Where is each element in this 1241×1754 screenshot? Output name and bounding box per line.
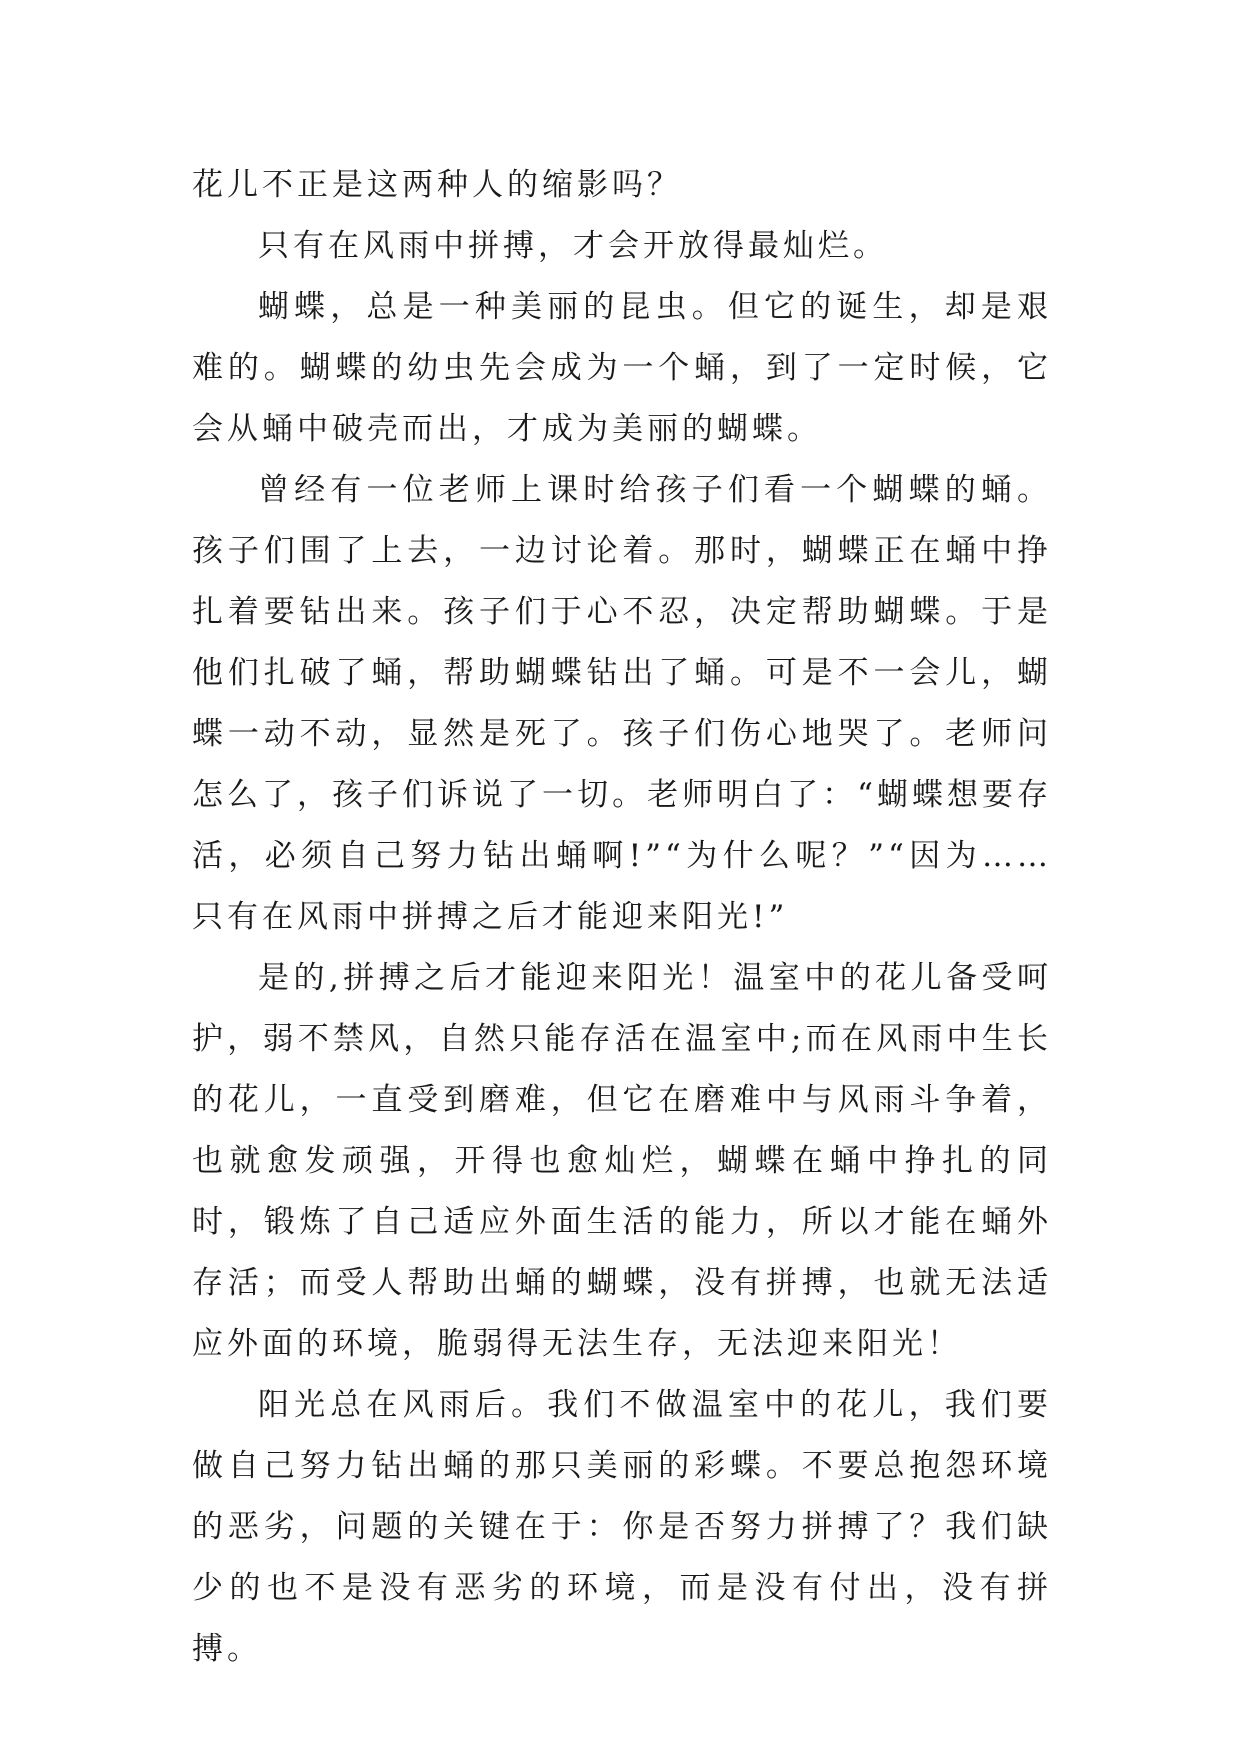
paragraph-4: 曾经有一位老师上课时给孩子们看一个蝴蝶的蛹。孩子们围了上去，一边讨论着。那时，蝴蝶正在蛹中挣扎着要钻出来。孩子们于心不忍，决定帮助蝴蝶。于是他们扎破了蛹，帮助蝴蝶钻出了蛹。可是不一会儿，蝴蝶一动不动，显然是死了。孩子们伤心地哭了。老师问怎么了，孩子们诉说了一切。老师明白了：“蝴蝶想要存活，必须自己努力钻出蛹啊!”“为什么呢？”“因为……只有在风雨中拼搏之后才能迎来阳光!” — [192, 472, 1052, 935]
paragraph-6: 阳光总在风雨后。我们不做温室中的花儿，我们要做自己努力钻出蛹的那只美丽的彩蝶。不要总抱怨环境的恶劣，问题的关键在于：你是否努力拼搏了？我们缺少的也不是没有恶劣的环境，而是没有付出，没有拼搏。 — [192, 1387, 1052, 1667]
paragraph-3: 蝴蝶，总是一种美丽的昆虫。但它的诞生，却是艰难的。蝴蝶的幼虫先会成为一个蛹，到了一定时候，它会从蛹中破壳而出，才成为美丽的蝴蝶。 — [192, 289, 1052, 447]
paragraph-1: 花儿不正是这两种人的缩影吗？ — [192, 167, 682, 203]
document-body — [192, 155, 1052, 1680]
paragraph-5: 是的,拼搏之后才能迎来阳光！温室中的花儿备受呵护，弱不禁风，自然只能存活在温室中;而在风雨中生长的花儿，一直受到磨难，但它在磨难中与风雨斗争着，也就愈发顽强，开得也愈灿烂，蝴蝶在蛹中挣扎的同时，锻炼了自己适应外面生活的能力，所以才能在蛹外存活；而受人帮助出蛹的蝴蝶，没有拼搏，也就无法适应外面的环境，脆弱得无法生存，无法迎来阳光！ — [192, 960, 1052, 1362]
paragraph-2: 只有在风雨中拼搏，才会开放得最灿烂。 — [258, 228, 888, 264]
